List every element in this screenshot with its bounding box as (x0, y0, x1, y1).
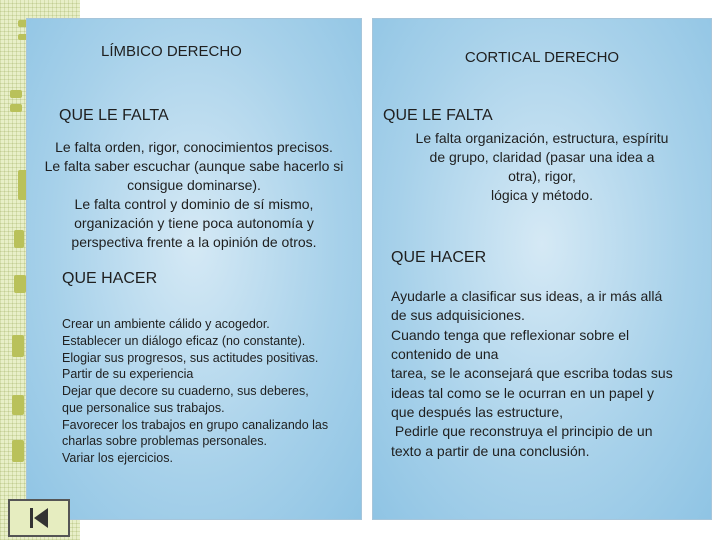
stripe-mark (12, 395, 24, 415)
falta-line: organización y tiene poca autonomía y (74, 215, 314, 232)
list-item: Variar los ejercicios. (62, 451, 173, 465)
list-item: Elogiar sus progresos, sus actitudes positivas. (62, 350, 319, 365)
hacer-line: de sus adquisiciones. (391, 307, 525, 324)
stripe-mark (12, 440, 24, 462)
cortical-right-panel (372, 18, 712, 520)
list-item: Dejar que decore su cuaderno, sus deberes, (62, 384, 309, 398)
hacer-line: Ayudarle a clasificar sus ideas, a ir más allá (391, 288, 663, 304)
falta-text (373, 129, 711, 205)
list-item: Crear un ambiente cálido y acogedor. (62, 317, 270, 331)
hacer-line: Cuando tenga que reflexionar sobre el (391, 326, 630, 343)
panel-title: CORTICAL DERECHO (464, 49, 620, 66)
first-slide-button[interactable] (8, 499, 70, 537)
list-item: Favorecer los trabajos en grupo canalizando las (62, 417, 329, 432)
stripe-mark (10, 90, 22, 98)
falta-line: perspectiva frente a la opinión de otros. (71, 234, 317, 251)
falta-text (17, 138, 371, 252)
hacer-heading: QUE HACER (62, 270, 158, 287)
list-item: que personalice sus trabajos. (62, 400, 225, 415)
stripe-mark (14, 275, 26, 293)
list-item: Partir de su experiencia (62, 367, 194, 382)
list-item: Establecer un diálogo eficaz (no constante). (62, 333, 306, 348)
hacer-heading: QUE HACER (391, 249, 487, 266)
hacer-line: texto a partir de una conclusión. (391, 442, 590, 459)
falta-line: otra), rigor, (508, 168, 576, 185)
falta-line: consigue dominarse). (127, 177, 261, 194)
list-item: charlas sobre problemas personales. (62, 434, 267, 449)
hacer-list (62, 316, 362, 467)
hacer-line: que después las estructure, (391, 403, 563, 420)
panel-title: LÍMBICO DERECHO (101, 43, 242, 60)
limbic-right-panel (26, 18, 362, 520)
falta-line: lógica y método. (491, 187, 593, 204)
hacer-line: ideas tal como se le ocurran en un papel y (391, 384, 655, 401)
falta-line: Le falta organización, estructura, espíritu (415, 130, 669, 146)
falta-line: Le falta saber escuchar (aunque sabe hacerlo si (44, 158, 344, 175)
hacer-line: tarea, se le aconsejará que escriba todas sus (391, 365, 673, 382)
hacer-line: Pedirle que reconstruya el principio de un (391, 423, 653, 440)
hacer-line: contenido de una (391, 345, 499, 362)
falta-heading: QUE LE FALTA (383, 107, 493, 124)
falta-line: Le falta orden, rigor, conocimientos precisos. (55, 139, 333, 155)
skip-to-start-icon (10, 501, 68, 535)
stripe-mark (10, 104, 22, 112)
hacer-text (391, 287, 711, 461)
falta-line: Le falta control y dominio de sí mismo, (74, 196, 314, 213)
falta-line: de grupo, claridad (pasar una idea a (429, 149, 655, 166)
stripe-mark (12, 335, 24, 357)
falta-heading: QUE LE FALTA (59, 107, 169, 124)
